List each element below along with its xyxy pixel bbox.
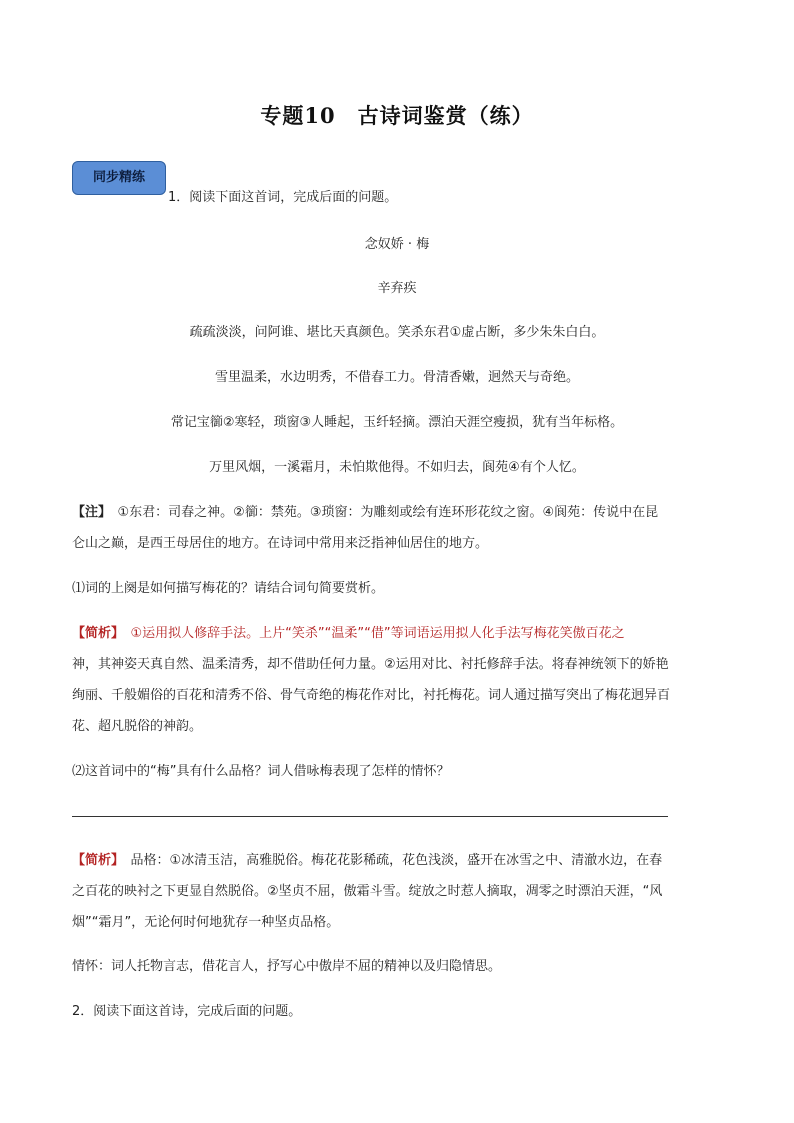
poem-line: 万里风烟，一溪霜月，未怕欺他得。不如归去，阆苑④有个人忆。 [209, 460, 585, 475]
analysis-line [72, 622, 625, 641]
page-title: 专题10 古诗词鉴赏（练） [260, 103, 534, 128]
sub-question-1: ⑴词的上阕是如何描写梅花的？请结合词句简要赏析。 [72, 581, 385, 596]
analysis-line: 之百花的映衬之下更显自然脱俗。②坚贞不屈，傲霜斗雪。绽放之时惹人摘取，凋零之时漂泊天涯，“风 [72, 884, 663, 899]
answer-line [72, 816, 668, 817]
note-tag: 【注】 [72, 505, 105, 520]
question-2-prompt: 2．阅读下面这首诗，完成后面的问题。 [72, 1004, 302, 1019]
analysis-line [72, 849, 662, 868]
analysis-line: 神，其神姿天真自然、温柔清秀，却不借助任何力量。②运用对比、衬托修辞手法。将春神统领下的娇艳 [72, 657, 669, 672]
note-line [72, 501, 658, 520]
note-line: 仑山之巅，是西王母居住的地方。在诗词中常用来泛指神仙居住的地方。 [72, 536, 489, 551]
analysis-tag: 【简析】 [72, 626, 118, 641]
analysis-text: ①运用拟人修辞手法。上片“笑杀”“温柔”“借”等词语运用拟人化手法写梅花笑傲百花之 [117, 626, 625, 641]
note-text: ①东君：司春之神。②篽：禁苑。③琐窗：为雕刻或绘有连环形花纹之窗。④阆苑：传说中在昆 [104, 505, 659, 520]
poem-author: 辛弃疾 [377, 281, 417, 296]
analysis-tag: 【简析】 [72, 853, 118, 868]
sub-question-2: ⑵这首词中的“梅”具有什么品格？词人借咏梅表现了怎样的情怀？ [72, 764, 450, 779]
analysis-line: 绚丽、千般媚俗的百花和清秀不俗、骨气奇绝的梅花作对比，衬托梅花。词人通过描写突出了梅花迥异百 [72, 688, 671, 703]
section-badge: 同步精练 [72, 161, 166, 195]
analysis-line: 花、超凡脱俗的神韵。 [72, 719, 203, 734]
poem-line: 疏疏淡淡，问阿谁、堪比天真颜色。笑杀东君①虚占断，多少朱朱白白。 [189, 325, 605, 340]
feeling-line: 情怀：词人托物言志，借花言人，抒写心中傲岸不屈的精神以及归隐情思。 [72, 959, 502, 974]
analysis-line: 烟”“霜月”，无论何时何地犹存一种坚贞品格。 [72, 915, 340, 930]
analysis-text: 品格：①冰清玉洁，高雅脱俗。梅花花影稀疏，花色浅淡，盛开在冰雪之中、清澈水边，在春 [117, 853, 663, 868]
poem-line: 常记宝篽②寒轻，琐窗③人睡起，玉纤轻摘。漂泊天涯空瘦损，犹有当年标格。 [170, 415, 624, 430]
question-1-prompt: 1．阅读下面这首词，完成后面的问题。 [168, 190, 398, 205]
poem-line: 雪里温柔，水边明秀，不借春工力。骨清香嫩，迥然天与奇绝。 [214, 370, 579, 385]
poem-title: 念奴娇 · 梅 [364, 237, 430, 252]
